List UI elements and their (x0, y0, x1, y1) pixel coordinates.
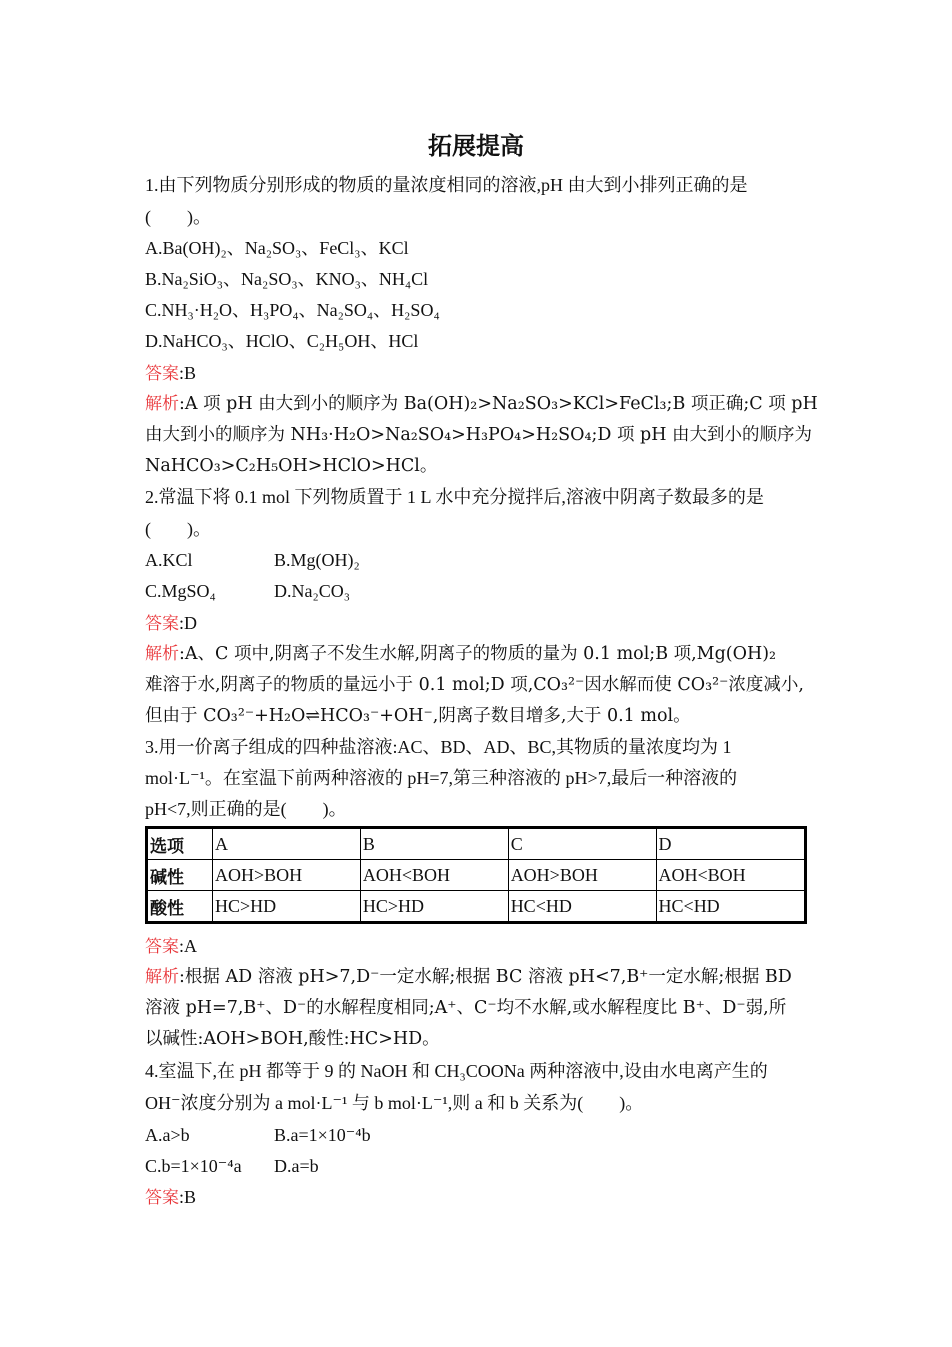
table-row-label: 酸性 (147, 891, 213, 923)
q1-analysis-line-2: 由大到小的顺序为 NH₃·H₂O>Na₂SO₄>H₃PO₄>H₂SO₄;D 项 pH 由大到小的顺序为 (145, 425, 813, 445)
q4-stem-line-2: OH⁻浓度分别为 a mol·L⁻¹ 与 b mol·L⁻¹,则 a 和 b 关系为( )。 (145, 1093, 644, 1113)
answer-value: :D (179, 613, 197, 633)
q1-option-d: D.NaHCO₃、HClO、C₂H₅OH、HCl (145, 331, 419, 351)
table-cell: HC<HD (508, 891, 656, 923)
table-cell: AOH>BOH (508, 860, 656, 891)
q3-analysis-line-2: 溶液 pH=7,B⁺、D⁻的水解程度相同;A⁺、C⁻均不水解,或水解程度比 B⁺、D⁻弱,所 (145, 998, 787, 1018)
answer-label: 答案 (145, 614, 179, 634)
answer-label: 答案 (145, 937, 179, 957)
answer-value: :A (179, 936, 197, 956)
table-header-cell: C (508, 828, 656, 860)
q4-option-c: C.b=1×10⁻⁴a (145, 1156, 242, 1176)
q2-answer (145, 612, 197, 635)
analysis-text: :A 项 pH 由大到小的顺序为 Ba(OH)₂>Na₂SO₃>KCl>FeCl₃;B 项正确;C 项 pH (179, 394, 818, 414)
q4-option-a: A.a>b (145, 1125, 190, 1145)
q2-analysis-line-1 (145, 643, 776, 665)
q2-option-d: D.Na₂CO₃ (274, 581, 351, 601)
q1-answer (145, 362, 196, 385)
q2-option-c: C.MgSO₄ (145, 581, 216, 601)
q4-stem: 4.室温下,在 pH 都等于 9 的 NaOH 和 CH₃COONa 两种溶液中,设由水电离产生的 (145, 1061, 768, 1081)
analysis-label: 解析 (145, 967, 179, 987)
q4-answer (145, 1186, 196, 1209)
table-cell: AOH>BOH (213, 860, 361, 891)
q2-stem: 2.常温下将 0.1 mol 下列物质置于 1 L 水中充分搅拌后,溶液中阴离子数最多的是 (145, 487, 764, 507)
q3-analysis-line-3: 以碱性:AOH>BOH,酸性:HC>HD。 (145, 1029, 440, 1049)
table-cell: HC>HD (213, 891, 361, 923)
analysis-label: 解析 (145, 394, 179, 414)
q1-option-c: C.NH₃·H₂O、H₃PO₄、Na₂SO₄、H₂SO₄ (145, 300, 440, 320)
q1-stem: 1.由下列物质分别形成的物质的量浓度相同的溶液,pH 由大到小排列正确的是 (145, 175, 748, 195)
analysis-text: :A、C 项中,阴离子不发生水解,阴离子的物质的量为 0.1 mol;B 项,Mg(OH)₂ (179, 644, 777, 664)
answer-value: :B (179, 1187, 197, 1207)
answer-label: 答案 (145, 364, 179, 384)
answer-label: 答案 (145, 1188, 179, 1208)
q4-option-d: D.a=b (274, 1156, 319, 1176)
q2-option-b: B.Mg(OH)₂ (274, 550, 360, 570)
q3-stem-line-3: pH<7,则正确的是( )。 (145, 799, 347, 819)
table-row (147, 891, 806, 923)
table-cell: HC>HD (360, 891, 508, 923)
table-header-cell: D (656, 828, 805, 860)
table-cell: AOH<BOH (656, 860, 805, 891)
q2-stem-paren: ( )。 (145, 519, 211, 539)
q2-analysis-line-2: 难溶于水,阴离子的物质的量远小于 0.1 mol;D 项,CO₃²⁻因水解而使 CO₃²⁻浓度减小, (145, 675, 804, 695)
table-header-cell: A (213, 828, 361, 860)
q1-analysis-line-1 (145, 393, 818, 415)
table-cell: AOH<BOH (360, 860, 508, 891)
q3-analysis-line-1 (145, 966, 792, 988)
q3-options-table (145, 826, 807, 924)
q1-analysis-line-3: NaHCO₃>C₂H₅OH>HClO>HCl。 (145, 456, 438, 476)
table-row (147, 860, 806, 891)
q2-option-a: A.KCl (145, 550, 193, 570)
table-header-cell: 选项 (147, 828, 213, 860)
q2-analysis-line-3: 但由于 CO₃²⁻+H₂O⇌HCO₃⁻+OH⁻,阴离子数目增多,大于 0.1 mol。 (145, 706, 691, 726)
table-cell: HC<HD (656, 891, 805, 923)
q3-answer (145, 935, 197, 958)
table-row (147, 828, 806, 860)
q3-stem-line-2: mol·L⁻¹。在室温下前两种溶液的 pH=7,第三种溶液的 pH>7,最后一种溶液的 (145, 768, 738, 788)
analysis-text: :根据 AD 溶液 pH>7,D⁻一定水解;根据 BC 溶液 pH<7,B⁺一定水解;根据 BD (179, 967, 792, 987)
analysis-label: 解析 (145, 644, 179, 664)
q4-option-b: B.a=1×10⁻⁴b (274, 1125, 371, 1145)
q1-option-b: B.Na₂SiO₃、Na₂SO₃、KNO₃、NH₄Cl (145, 269, 429, 289)
answer-value: :B (179, 363, 197, 383)
q3-stem: 3.用一价离子组成的四种盐溶液:AC、BD、AD、BC,其物质的量浓度均为 1 (145, 737, 732, 757)
q1-stem-paren: ( )。 (145, 207, 211, 227)
page-title: 拓展提高 (428, 132, 524, 160)
q1-option-a: A.Ba(OH)₂、Na₂SO₃、FeCl₃、KCl (145, 238, 409, 258)
table-row-label: 碱性 (147, 860, 213, 891)
table-header-cell: B (360, 828, 508, 860)
